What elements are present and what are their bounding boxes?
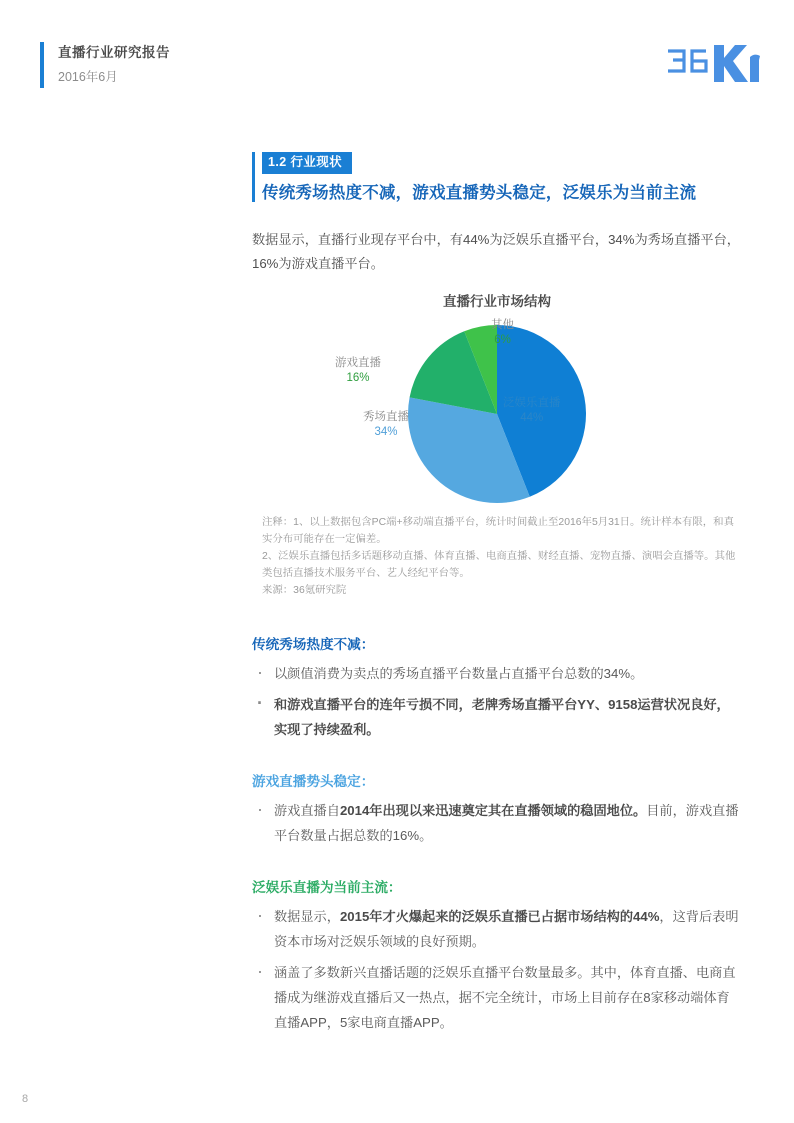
report-title: 直播行业研究报告	[58, 45, 170, 60]
key-section-title-3: 泛娱乐直播为当前主流：	[252, 880, 402, 895]
key-section-traditional-show	[252, 633, 742, 742]
chart-footnotes	[262, 514, 740, 599]
chart-source: 来源：36氪研究院	[262, 585, 347, 596]
section-heading-block	[252, 152, 742, 206]
pie-label-game-value: 16%	[346, 372, 370, 384]
bullet-suffix: 目前，游戏直播平台数量占据总数的16%。	[274, 803, 739, 843]
header-accent-bar	[40, 42, 44, 88]
pie-label-show	[363, 410, 409, 440]
header-text-group	[58, 42, 170, 88]
pie-label-pan-value: 44%	[520, 412, 544, 424]
content-column	[252, 152, 742, 1041]
pie-label-show-name: 秀场直播	[363, 411, 409, 423]
list-item	[252, 798, 742, 848]
pie-label-pan-name: 泛娱乐直播	[503, 397, 561, 409]
bullet-emphasis: 2014年出现以来迅速奠定其在直播领域的稳固地位。	[339, 803, 647, 818]
page-header	[40, 42, 170, 88]
list-item: · 和游戏直播平台的连年亏损不同，老牌秀场直播平台YY、9158运营状况良好，实现了持续盈利。	[252, 692, 742, 742]
report-date: 2016年6月	[58, 70, 118, 84]
key-section-title-1: 传统秀场热度不减：	[252, 637, 375, 652]
pie-label-show-value: 34%	[374, 426, 398, 438]
footnote-2: 2、泛娱乐直播包括多话题移动直播、体育直播、电商直播、财经直播、宠物直播、演唱会直播等。其他类包括直播技术服务平台、艺人经纪平台等。	[262, 551, 736, 579]
pie-label-game	[335, 356, 381, 386]
pie-chart	[335, 319, 587, 504]
market-structure-chart	[252, 290, 742, 504]
key-section-game-live	[252, 770, 742, 848]
pie-label-other-value: 6%	[494, 334, 511, 346]
list-item: · 以颜值消费为卖点的秀场直播平台数量占直播平台总数的34%。	[252, 661, 742, 686]
key-section-title-2: 游戏直播势头稳定：	[252, 774, 375, 789]
bullet-prefix: 数据显示，	[274, 909, 340, 924]
bullet-suffix: ，这背后表明资本市场对泛娱乐领域的良好预期。	[274, 909, 739, 949]
pie-label-other-name: 其他	[491, 319, 515, 331]
chart-title: 直播行业市场结构	[443, 294, 551, 309]
bullet-list-2	[252, 798, 742, 848]
lead-paragraph: 数据显示，直播行业现存平台中，有44%为泛娱乐直播平台，34%为秀场直播平台，16%为游戏直播平台。	[252, 232, 740, 271]
list-item: · 涵盖了多数新兴直播话题的泛娱乐直播平台数量最多。其中，体育直播、电商直播成为继游戏直播后又一热点，据不完全统计，市场上目前存在8家移动端体育直播APP，5家电商直播APP。	[252, 960, 742, 1035]
chart-plot-area	[252, 316, 742, 504]
bullet-list-3	[252, 904, 742, 1035]
footnote-1: 注释：1、以上数据包含PC端+移动端直播平台，统计时间截止至2016年5月31日。统计样本有限，和真实分布可能存在一定偏差。	[262, 517, 734, 545]
section-badge: 1.2 行业现状	[262, 152, 352, 174]
page-number: 8	[22, 1093, 29, 1105]
pie-label-game-name: 游戏直播	[335, 357, 381, 369]
section-title: 传统秀场热度不减，游戏直播势头稳定，泛娱乐为当前主流	[262, 184, 697, 202]
key-section-pan-entertainment	[252, 876, 742, 1035]
bullet-list-1	[252, 661, 742, 742]
bullet-emphasis: 2015年才火爆起来的泛娱乐直播已占据市场结构的44%	[339, 909, 660, 924]
bullet-prefix: 游戏直播自	[274, 803, 340, 818]
36kr-logo	[664, 40, 760, 86]
list-item	[252, 904, 742, 954]
